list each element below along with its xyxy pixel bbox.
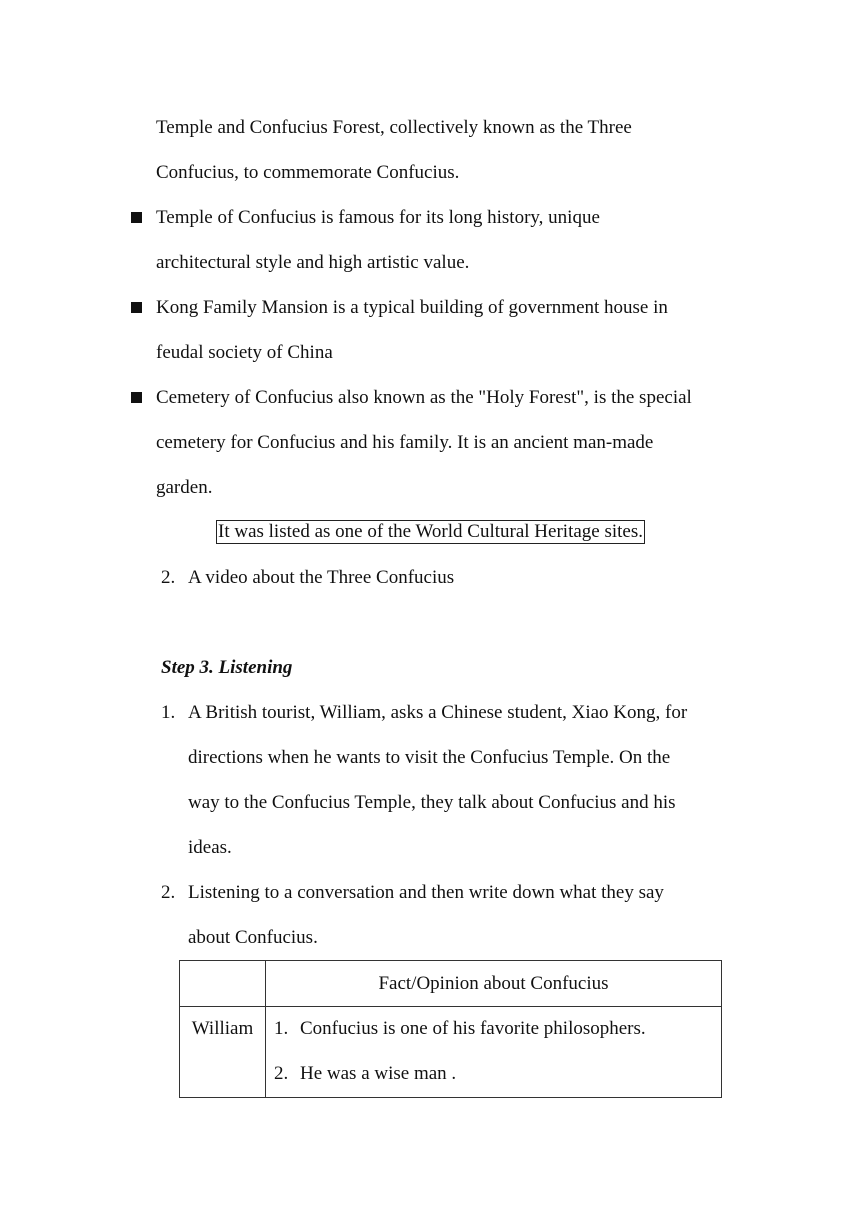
list-item xyxy=(266,1052,721,1097)
list-item-text: Confucius is one of his favorite philosophers. xyxy=(300,1018,646,1039)
bullet-1-line-1: Temple of Confucius is famous for its long history, unique xyxy=(156,207,600,228)
bullet-3-line-1: Cemetery of Confucius also known as the "Holy Forest", is the special xyxy=(156,387,692,408)
video-item-text: A video about the Three Confucius xyxy=(188,567,455,588)
step3-heading: Step 3. Listening xyxy=(161,657,293,678)
square-bullet-icon xyxy=(131,212,142,223)
table-header-cell-empty xyxy=(180,961,266,1007)
speaker-name-cell: William xyxy=(180,1007,266,1098)
bullet-3-line-2: cemetery for Confucius and his family. It is an ancient man-made xyxy=(156,432,654,453)
square-bullet-icon xyxy=(131,302,142,313)
square-bullet-icon xyxy=(131,392,142,403)
table-header-row xyxy=(180,961,722,1007)
step3-item-2-line-1: Listening to a conversation and then write down what they say xyxy=(188,882,664,903)
intro-line-1: Temple and Confucius Forest, collectively known as the Three xyxy=(156,117,632,138)
list-item xyxy=(266,1007,721,1052)
bullet-2-line-1: Kong Family Mansion is a typical building of government house in xyxy=(156,297,668,318)
intro-line-2: Confucius, to commemorate Confucius. xyxy=(156,162,460,183)
step3-item-1-line-4: ideas. xyxy=(188,837,232,858)
step3-item-2-number: 2. xyxy=(161,882,176,903)
list-item-number: 2. xyxy=(274,1063,289,1084)
step3-item-2-line-2: about Confucius. xyxy=(188,927,318,948)
speaker-items-cell xyxy=(266,1007,722,1098)
step3-item-1-line-1: A British tourist, William, asks a Chinese student, Xiao Kong, for xyxy=(188,702,688,723)
table-row xyxy=(180,1007,722,1098)
video-item-number: 2. xyxy=(161,567,176,588)
bullet-3-line-3: garden. xyxy=(156,477,213,498)
bullet-2-line-2: feudal society of China xyxy=(156,342,333,363)
fact-opinion-table xyxy=(179,960,722,1098)
table-header-cell: Fact/Opinion about Confucius xyxy=(266,961,722,1007)
list-item-number: 1. xyxy=(274,1018,289,1039)
step3-item-1-line-3: way to the Confucius Temple, they talk about Confucius and his xyxy=(188,792,676,813)
step3-item-1-number: 1. xyxy=(161,702,176,723)
bullet-1-line-2: architectural style and high artistic value. xyxy=(156,252,470,273)
boxed-note: It was listed as one of the World Cultural Heritage sites. xyxy=(218,521,643,542)
step3-item-1-line-2: directions when he wants to visit the Confucius Temple. On the xyxy=(188,747,671,768)
list-item-text: He was a wise man . xyxy=(300,1063,457,1084)
